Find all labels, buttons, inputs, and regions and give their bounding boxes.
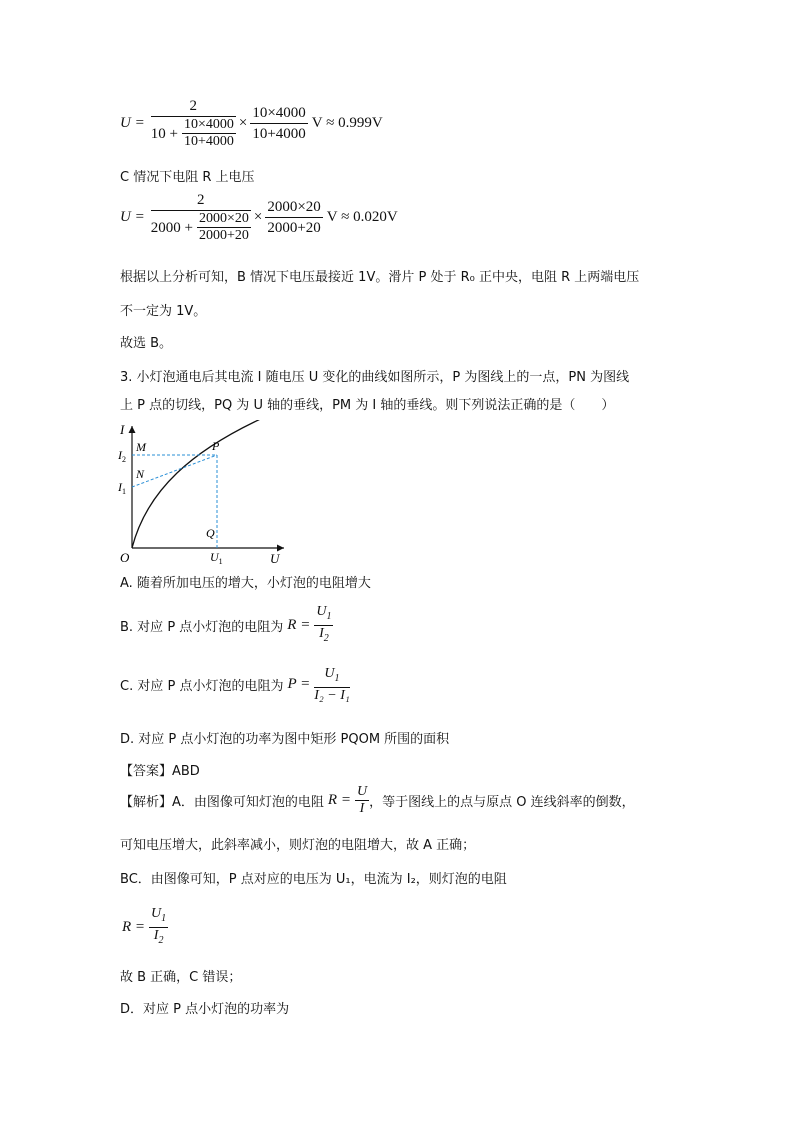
- q-label: Q: [206, 526, 215, 540]
- option-c-text: C. 对应 P 点小灯泡的电阻为: [120, 679, 284, 695]
- eq2-lhs: U =: [120, 208, 145, 225]
- u1-label: $U_1$: [210, 550, 223, 564]
- analysis-line-2: 不一定为 1V。: [120, 304, 207, 319]
- explanation-suffix: ，等于图线上的点与原点 O 连线斜率的倒数，: [369, 795, 635, 810]
- option-b-lhs: R =: [287, 616, 311, 633]
- explanation-den: I: [359, 801, 365, 816]
- option-b-text: B. 对应 P 点小灯泡的电阻为: [120, 619, 284, 635]
- option-b-num: U: [316, 604, 327, 619]
- bc-formula: R = $\frac{U_1}{I_2}$: [122, 906, 167, 946]
- i2-label: $I_2$: [118, 448, 126, 464]
- analysis-line-1: 根据以上分析可知，B 情况下电压最接近 1V。滑片 P 处于 R₀ 正中央，电阻 R 上两端电压: [120, 270, 640, 285]
- d-explanation: D．对应 P 点小灯泡的功率为: [120, 1002, 290, 1017]
- eq2-inner-num: 2000×20: [198, 211, 249, 226]
- eq2-times: ×: [253, 208, 263, 225]
- choose-b: 故选 B。: [120, 336, 173, 351]
- origin-label: O: [120, 550, 130, 564]
- eq1-inner-den: 10+4000: [183, 134, 234, 149]
- explanation-prefix: 【解析】A．由图像可知灯泡的电阻: [120, 795, 324, 810]
- question-3-line-1: 3. 小灯泡通电后其电流 I 随电压 U 变化的曲线如图所示，P 为图线上的一点，PN 为图线: [120, 370, 630, 385]
- equation-1: [120, 96, 383, 150]
- bc-den: I: [153, 927, 159, 943]
- option-c-num: U: [324, 666, 335, 681]
- bc-explanation: BC．由图像可知，P 点对应的电压为 U₁，电流为 I₂，则灯泡的电阻: [120, 872, 507, 887]
- eq1-frac2-num: 10×4000: [250, 103, 307, 124]
- explanation-line-1: [120, 784, 635, 817]
- question-3-line-2: 上 P 点的切线，PQ 为 U 轴的垂线，PM 为 I 轴的垂线。则下列说法正确的是（ ）: [120, 398, 615, 413]
- eq1-lhs: U =: [120, 114, 145, 131]
- bc-num: U: [151, 906, 162, 921]
- eq2-frac2-den: 2000+20: [267, 219, 321, 236]
- option-b-den: I: [319, 625, 324, 641]
- case-c-label: C 情况下电阻 R 上电压: [120, 170, 255, 185]
- option-d: D. 对应 P 点小灯泡的功率为图中矩形 PQOM 所围的面积: [120, 732, 450, 747]
- option-c-den: I₂ − I₁: [314, 687, 350, 703]
- option-b: B. 对应 P 点小灯泡的电阻为 R = $\frac{U_1}{I_2}$: [120, 604, 332, 644]
- eq2-main-fraction: [151, 190, 251, 244]
- explanation-num: U: [356, 784, 368, 799]
- eq1-main-fraction: [151, 96, 236, 150]
- eq1-times: ×: [238, 114, 248, 131]
- option-a: A. 随着所加电压的增大，小灯泡的电阻增大: [120, 576, 371, 591]
- eq2-inner-den: 2000+20: [198, 228, 249, 243]
- p-label: P: [212, 439, 220, 453]
- bc-lhs: R =: [122, 918, 146, 935]
- answer: 【答案】ABD: [120, 764, 200, 779]
- m-label: M: [136, 440, 146, 454]
- explanation-lhs: R =: [327, 792, 351, 808]
- pn-tangent-line: [132, 455, 217, 487]
- equation-2: [120, 190, 398, 244]
- eq2-second-fraction: [265, 197, 322, 238]
- eq1-frac2-den: 10+4000: [252, 125, 306, 142]
- b-right: 故 B 正确，C 错误；: [120, 970, 242, 985]
- explanation-line-2: 可知电压增大，此斜率减小，则灯泡的电阻增大，故 A 正确；: [120, 838, 476, 853]
- iu-curve-graph: [112, 420, 292, 564]
- option-c: C. 对应 P 点小灯泡的电阻为 P = $\frac{U_1}{\text{I₂ − I₁}}$: [120, 666, 350, 703]
- u-axis-label: U: [270, 551, 280, 564]
- n-label: N: [136, 467, 145, 481]
- eq1-inner-num: 10×4000: [183, 117, 234, 132]
- eq2-den-prefix: 2000 +: [150, 219, 193, 236]
- i1-label: $I_1$: [118, 480, 126, 496]
- eq2-numerator: 2: [151, 190, 251, 211]
- eq2-frac2-num: 2000×20: [265, 197, 322, 218]
- i-axis-label: I: [120, 422, 125, 437]
- eq1-den-prefix: 10 +: [150, 125, 178, 142]
- eq1-second-fraction: [250, 103, 307, 144]
- eq1-numerator: 2: [151, 96, 236, 117]
- eq1-result: V ≈ 0.999V: [311, 114, 383, 131]
- iu-curve: [132, 420, 267, 548]
- option-c-lhs: P =: [287, 676, 311, 693]
- eq2-result: V ≈ 0.020V: [326, 208, 398, 225]
